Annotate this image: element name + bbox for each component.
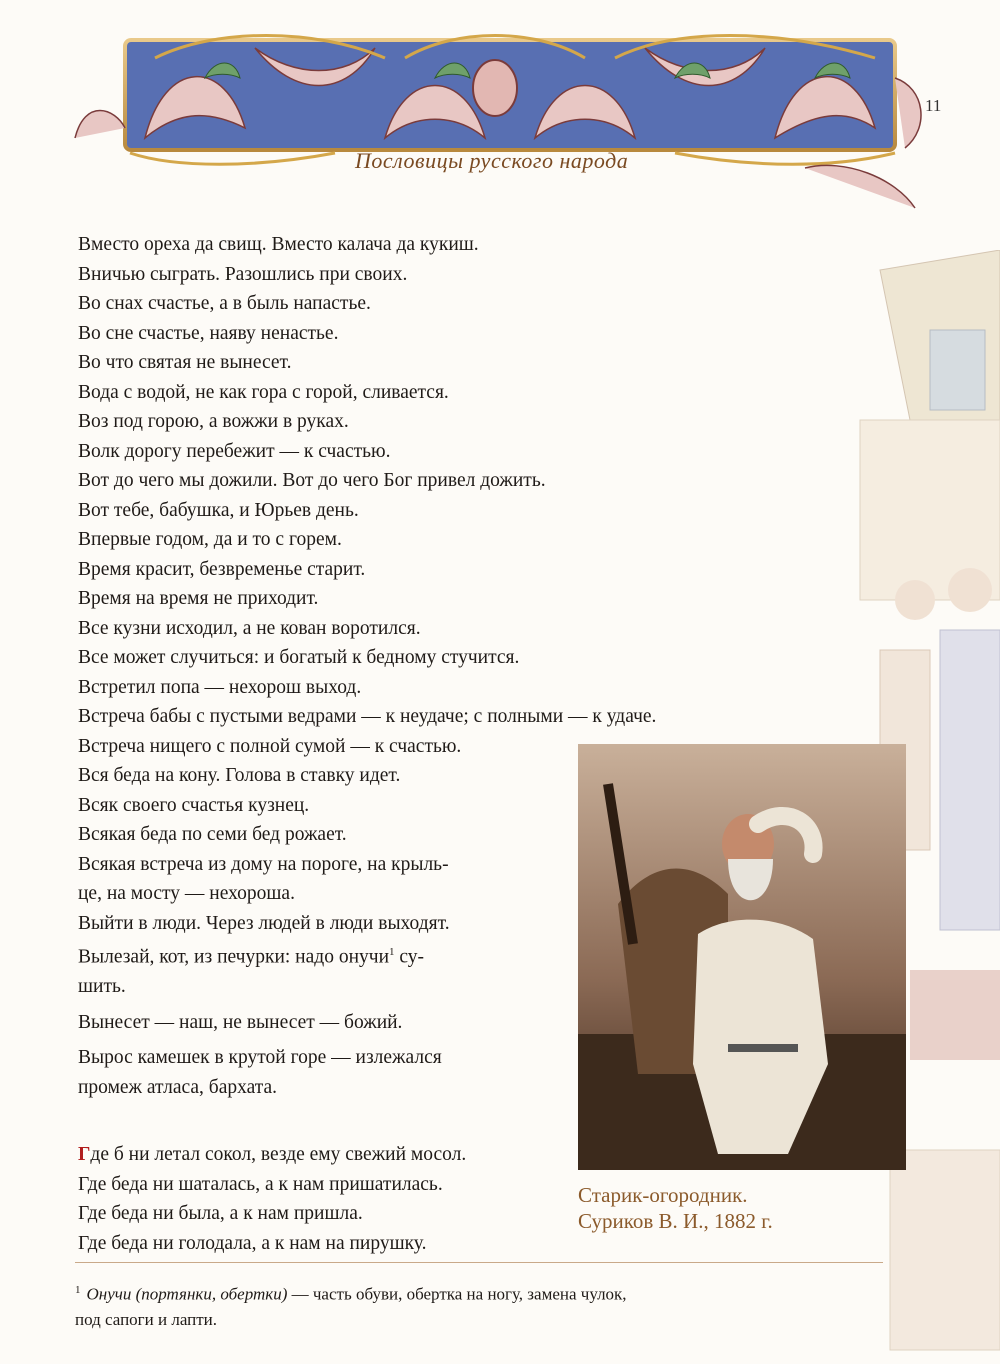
proverb-line: Всякая встреча из дому на пороге, на крыль- [78, 853, 449, 875]
proverb-line: Во что святая не вынесет. [78, 352, 292, 373]
footnote-text: — часть обуви, обертка на ногу, замена чулок, [287, 1284, 627, 1304]
footnote-mark[interactable]: 1 [389, 946, 395, 958]
proverb-line: Вода с водой, не как гора с горой, сливается. [78, 381, 449, 403]
proverb-line: Где беда ни шаталась, а к нам пришатилась. [78, 1173, 443, 1195]
ornamental-header-band [55, 18, 935, 223]
proverb-line: Во снах счастье, а в быль напастье. [78, 293, 371, 314]
footnote-term: Онучи (портянки, обертки) [86, 1284, 288, 1304]
painting-starik-ogorodnik [578, 744, 906, 1170]
proverb-text: су- [394, 946, 425, 968]
proverb-line: Время на время не приходит. [78, 588, 319, 609]
proverb-line: Вырос камешек в крутой горе — излежался [78, 1047, 442, 1068]
proverb-line: Время красит, безвременье старит. [78, 558, 366, 580]
proverb-line: Встретил попа — нехорош выход. [78, 676, 362, 698]
proverb-line: Все кузни исходил, а не кован воротился. [78, 617, 421, 639]
proverb-line: Вынесет — наш, не вынесет — божий. [78, 1011, 403, 1033]
proverb-text: Вылезай, кот, из печурки: надо онучи [78, 946, 390, 968]
footnote-number: 1 [75, 1284, 81, 1296]
footnote [75, 1278, 875, 1332]
footnote-divider [75, 1262, 883, 1263]
footnote-line2: под сапоги и лапти. [75, 1309, 218, 1329]
proverb-line: Встреча нищего с полной сумой — к счастью. [78, 735, 462, 757]
proverb-line: Встреча бабы с пустыми ведрами — к неудаче; с полными — к удаче. [78, 706, 657, 727]
proverb-line: промеж атласа, бархата. [78, 1076, 278, 1098]
proverb-line: Где беда ни была, а к нам пришла. [78, 1203, 363, 1224]
proverb-line: Во сне счастье, наяву ненастье. [78, 322, 339, 344]
proverb-line: Вот тебе, бабушка, и Юрьев день. [78, 499, 359, 521]
proverb-line: Выйти в люди. Через людей в люди выходят. [78, 912, 450, 934]
drop-cap: Г [78, 1144, 91, 1165]
painting-caption [578, 1182, 908, 1234]
proverb-onuchi-line2: шить. [78, 976, 126, 997]
proverb-line: це, на мосту — нехороша. [78, 883, 295, 904]
caption-line: Суриков В. И., 1882 г. [578, 1209, 773, 1233]
proverb-line: Воз под горою, а вожжи в руках. [78, 411, 349, 432]
proverb-text: де б ни летал сокол, везде ему свежий мосол. [90, 1144, 467, 1165]
proverb-line: Вничью сыграть. Разошлись при своих. [78, 263, 408, 285]
page-number: 11 [925, 96, 942, 115]
page-title: Пословицы русского народа [355, 148, 629, 173]
proverb-line: Всякая беда по семи бед рожает. [78, 824, 347, 845]
proverb-line: Волк дорогу перебежит — к счастью. [78, 440, 391, 462]
proverb-line: Вместо ореха да свищ. Вместо калача да кукиш. [78, 234, 479, 255]
proverb-line: Где беда ни голодала, а к нам на пирушку. [78, 1232, 427, 1254]
proverb-line: Вот до чего мы дожили. Вот до чего Бог привел дожить. [78, 470, 546, 491]
caption-line: Старик-огородник. [578, 1183, 748, 1207]
proverb-line: Впервые годом, да и то с горем. [78, 529, 342, 550]
proverb-line: Всяк своего счастья кузнец. [78, 794, 310, 816]
proverb-line: Все может случиться: и богатый к бедному стучится. [78, 647, 520, 668]
proverb-line: Вся беда на кону. Голова в ставку идет. [78, 765, 401, 786]
footnote-line1 [75, 1278, 875, 1307]
